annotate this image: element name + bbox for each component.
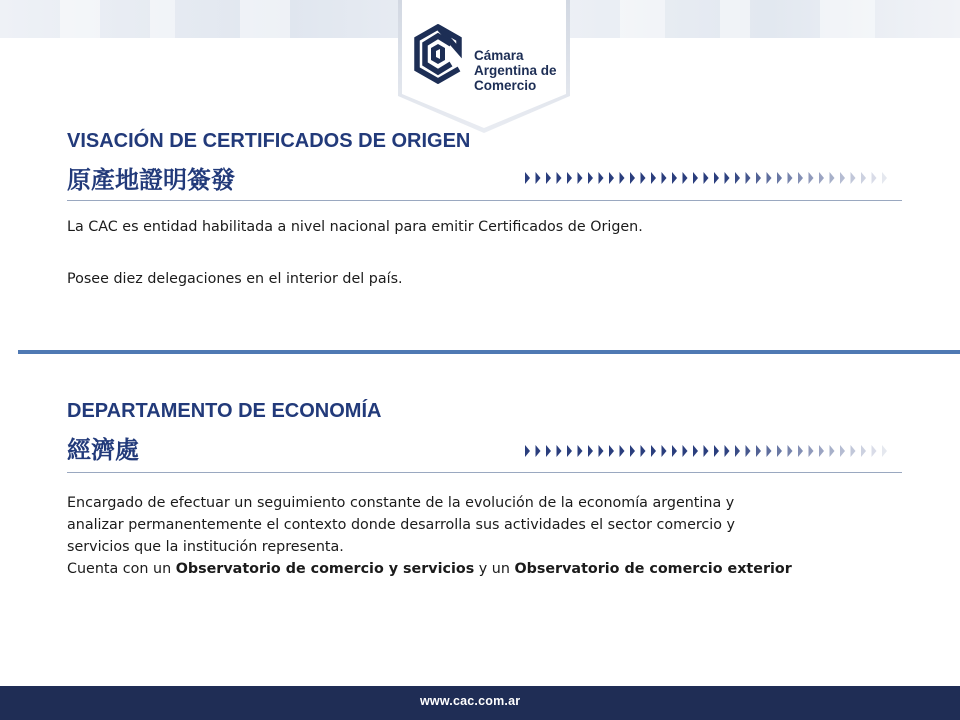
arrow-mark <box>693 172 698 184</box>
arrow-mark <box>641 445 646 457</box>
arrow-mark <box>882 172 887 184</box>
section2-line-3: servicios que la institución representa. <box>67 539 344 555</box>
arrow-mark <box>630 445 635 457</box>
arrow-mark <box>777 445 782 457</box>
arrow-mark <box>536 445 541 457</box>
arrow-mark <box>609 172 614 184</box>
arrow-mark <box>819 172 824 184</box>
arrow-mark <box>725 445 730 457</box>
logo-line-3: Comercio <box>474 78 537 93</box>
arrow-mark <box>599 172 604 184</box>
arrow-mark <box>746 172 751 184</box>
arrow-mark <box>662 172 667 184</box>
arrow-mark <box>599 445 604 457</box>
footer-bar <box>0 686 960 720</box>
logo-line-1: Cámara <box>474 48 524 63</box>
arrow-mark <box>683 445 688 457</box>
line4-prefix: Cuenta con un <box>67 561 176 577</box>
arrow-mark <box>578 172 583 184</box>
arrow-mark <box>557 172 562 184</box>
arrow-mark <box>798 445 803 457</box>
arrow-mark <box>525 445 530 457</box>
arrow-mark <box>851 172 856 184</box>
arrow-mark <box>872 172 877 184</box>
section1-title: VISACIÓN DE CERTIFICADOS DE ORIGEN <box>67 130 471 152</box>
footer-url: www.cac.com.ar <box>420 694 521 708</box>
arrow-mark <box>567 445 572 457</box>
arrow-mark <box>683 172 688 184</box>
observatorio-exterior: Observatorio de comercio exterior <box>514 561 792 577</box>
section2-rule <box>67 472 902 473</box>
section1-paragraph-2: Posee diez delegaciones en el interior del país. <box>67 271 403 287</box>
arrow-mark <box>536 172 541 184</box>
arrow-mark <box>735 445 740 457</box>
arrow-mark <box>830 172 835 184</box>
arrow-mark <box>630 172 635 184</box>
arrow-mark <box>578 445 583 457</box>
section1-title-cn: 原產地證明簽發 <box>67 166 235 194</box>
observatorio-servicios: Observatorio de comercio y servicios <box>175 561 475 577</box>
arrow-mark <box>557 445 562 457</box>
arrow-mark <box>672 445 677 457</box>
arrow-mark <box>525 172 530 184</box>
arrow-mark <box>714 445 719 457</box>
arrow-mark <box>588 445 593 457</box>
arrow-mark <box>840 445 845 457</box>
arrow-mark <box>840 172 845 184</box>
arrow-mark <box>735 172 740 184</box>
arrow-mark <box>546 445 551 457</box>
arrow-mark <box>777 172 782 184</box>
section2-line-4 <box>67 558 792 580</box>
arrow-mark <box>882 445 887 457</box>
arrow-mark <box>609 445 614 457</box>
arrow-mark <box>546 172 551 184</box>
arrow-mark <box>714 172 719 184</box>
arrow-mark <box>651 172 656 184</box>
arrow-mark <box>756 445 761 457</box>
arrow-mark <box>704 172 709 184</box>
arrow-mark <box>861 445 866 457</box>
arrow-mark <box>767 172 772 184</box>
logo-line-2: Argentina de <box>474 63 557 78</box>
section2-title-cn: 經濟處 <box>67 436 139 464</box>
arrow-mark <box>767 445 772 457</box>
arrow-mark <box>704 445 709 457</box>
arrow-mark <box>567 172 572 184</box>
arrow-mark <box>809 445 814 457</box>
arrow-mark <box>641 172 646 184</box>
arrow-mark <box>798 172 803 184</box>
arrow-mark <box>756 172 761 184</box>
section2-line-1: Encargado de efectuar un seguimiento constante de la evolución de la economía argentina y <box>67 495 735 511</box>
section2-line-2: analizar permanentemente el contexto donde desarrolla sus actividades el sector comercio y <box>67 517 736 533</box>
arrow-mark <box>588 172 593 184</box>
section2-arrow-strip <box>525 443 905 459</box>
arrow-mark <box>620 172 625 184</box>
section1-arrow-strip <box>525 170 905 186</box>
arrow-mark <box>693 445 698 457</box>
section1-rule <box>67 200 902 201</box>
cac-logo-icon <box>414 24 470 84</box>
logo-text <box>474 48 557 93</box>
arrow-mark <box>662 445 667 457</box>
section-divider <box>18 350 960 354</box>
section2-title: DEPARTAMENTO DE ECONOMÍA <box>67 400 382 422</box>
arrow-mark <box>725 172 730 184</box>
arrow-mark <box>830 445 835 457</box>
arrow-mark <box>672 172 677 184</box>
arrow-mark <box>861 172 866 184</box>
section1-paragraph-1: La CAC es entidad habilitada a nivel nacional para emitir Certificados de Origen. <box>67 219 643 235</box>
arrow-mark <box>788 172 793 184</box>
arrow-mark <box>809 172 814 184</box>
arrow-mark <box>851 445 856 457</box>
arrow-mark <box>651 445 656 457</box>
arrow-mark <box>746 445 751 457</box>
arrow-mark <box>872 445 877 457</box>
arrow-mark <box>788 445 793 457</box>
arrow-mark <box>620 445 625 457</box>
line4-middle: y un <box>474 561 515 577</box>
arrow-mark <box>819 445 824 457</box>
section2-body <box>67 492 792 580</box>
